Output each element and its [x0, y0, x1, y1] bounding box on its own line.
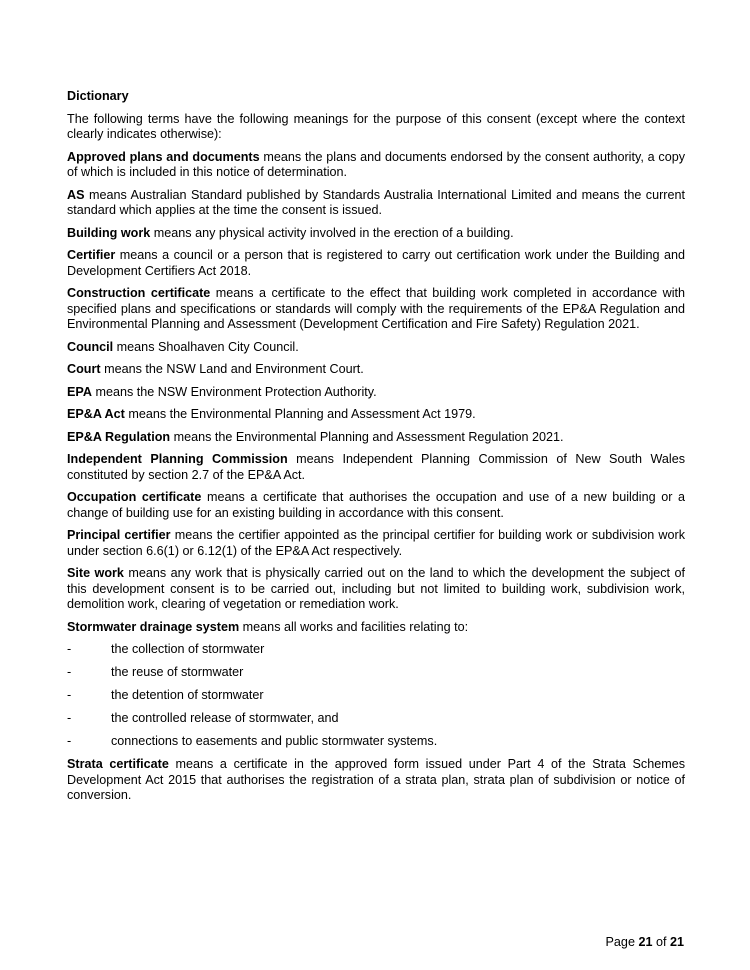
definition-text: means the certifier appointed as the principal certifier for building work or subdivision work under section 6.6(1) or 6.12(1) of the EP&A Act respectively.	[67, 528, 685, 558]
definition-text: means Australian Standard published by Standards Australia International Limited and means the current standard which applies at the time the consent is issued.	[67, 187, 685, 217]
definition-text: means a certificate to the effect that building work completed in accordance with specified plans and specifications or standards will comply with the requirements of the EP&A Regulation and Environmental Planning and Assessment (Development Certification and Fire Safety) Regulation 2021.	[67, 286, 686, 331]
definition-term: Strata certificate	[67, 757, 169, 771]
definition-term: Principal certifier	[67, 528, 171, 542]
definition-text: means all works and facilities relating to:	[239, 619, 469, 634]
page-number-middle: of	[652, 935, 670, 949]
definition	[67, 188, 685, 219]
definition	[67, 452, 685, 483]
definition	[67, 407, 685, 423]
definitions-list-before	[67, 150, 685, 636]
definition-term: Building work	[67, 225, 151, 240]
list-item-text: the controlled release of stormwater, and	[111, 711, 339, 725]
intro-paragraph: The following terms have the following meanings for the purpose of this consent (except where the context clearly indicates otherwise):	[67, 111, 685, 141]
list-item-text: connections to easements and public stormwater systems.	[111, 734, 438, 748]
definition	[67, 528, 685, 559]
dictionary-heading: Dictionary	[67, 89, 129, 103]
definition-term: Independent Planning Commission	[67, 452, 288, 466]
document-page	[67, 89, 685, 811]
definition-term: EP&A Act	[67, 407, 125, 421]
definition-term: Stormwater drainage system	[67, 619, 240, 634]
definition-text: means a certificate in the approved form issued under Part 4 of the Strata Schemes Development Act 2015 that authorises the registration of a strata plan, strata plan of subdivision or notice of conversion.	[67, 757, 685, 802]
definition-term: Occupation certificate	[67, 490, 202, 504]
list-item	[67, 711, 685, 727]
definition	[67, 620, 685, 636]
list-item	[67, 688, 685, 704]
definition-term: EPA	[67, 384, 92, 399]
bullet-dash: -	[67, 665, 72, 679]
definition-text: means the Environmental Planning and Assessment Act 1979.	[124, 407, 476, 421]
definition	[67, 286, 685, 333]
definition	[67, 385, 685, 401]
list-item-text: the detention of stormwater	[111, 688, 264, 702]
definition-term: AS	[67, 187, 85, 202]
list-item-text: the collection of stormwater	[111, 642, 265, 656]
definition-text: means Shoalhaven City Council.	[113, 339, 299, 354]
bullet-dash: -	[67, 642, 72, 656]
list-item	[67, 734, 685, 750]
definition-term: EP&A Regulation	[67, 429, 171, 444]
definition	[67, 226, 685, 242]
definition	[67, 757, 685, 804]
definition-term: Certifier	[67, 248, 116, 262]
definition-text: means the plans and documents endorsed by the consent authority, a copy of which is included in this notice of determination.	[67, 149, 686, 179]
definition	[67, 340, 685, 356]
definition	[67, 566, 685, 613]
definition-term: Council	[67, 339, 114, 354]
definition-term: Approved plans and documents	[67, 149, 260, 164]
definition-text: means a council or a person that is registered to carry out certification work under the Building and Development Certifiers Act 2018.	[67, 248, 685, 278]
definition	[67, 490, 685, 521]
page-number-current: 21	[638, 935, 653, 949]
stormwater-bullet-list	[67, 642, 685, 750]
definition-text: means the NSW Land and Environment Court.	[100, 362, 364, 376]
definition-text: means any work that is physically carried out on the land to which the development the subject of this development consent is to be carried out, including but not limited to building work, subdivision work, demolition work, clearing of vegetation or remediation work.	[67, 566, 685, 611]
list-item-text: the reuse of stormwater	[111, 665, 244, 679]
definition	[67, 430, 685, 446]
list-item	[67, 665, 685, 681]
bullet-dash: -	[67, 734, 72, 748]
definition	[67, 362, 685, 378]
definition-term: Court	[67, 362, 101, 376]
definition-text: means the NSW Environment Protection Authority.	[91, 384, 377, 399]
bullet-dash: -	[67, 711, 72, 725]
definition-text: means the Environmental Planning and Assessment Regulation 2021.	[170, 429, 564, 444]
list-item	[67, 642, 685, 658]
page-number	[606, 935, 684, 951]
definitions-list-after	[67, 757, 685, 804]
bullet-dash: -	[67, 688, 72, 702]
definition-text: means any physical activity involved in the erection of a building.	[150, 225, 514, 240]
definition	[67, 150, 685, 181]
definition-text: means a certificate that authorises the occupation and use of a new building or a change of building use for an existing building in accordance with this consent.	[67, 490, 685, 520]
definition-text: means Independent Planning Commission of New South Wales constituted by section 2.7 of the EP&A Act.	[67, 452, 686, 482]
page-number-total: 21	[669, 935, 684, 949]
definition-term: Site work	[67, 566, 124, 580]
page-number-prefix: Page	[605, 935, 639, 949]
definition	[67, 248, 685, 279]
definition-term: Construction certificate	[67, 286, 211, 300]
